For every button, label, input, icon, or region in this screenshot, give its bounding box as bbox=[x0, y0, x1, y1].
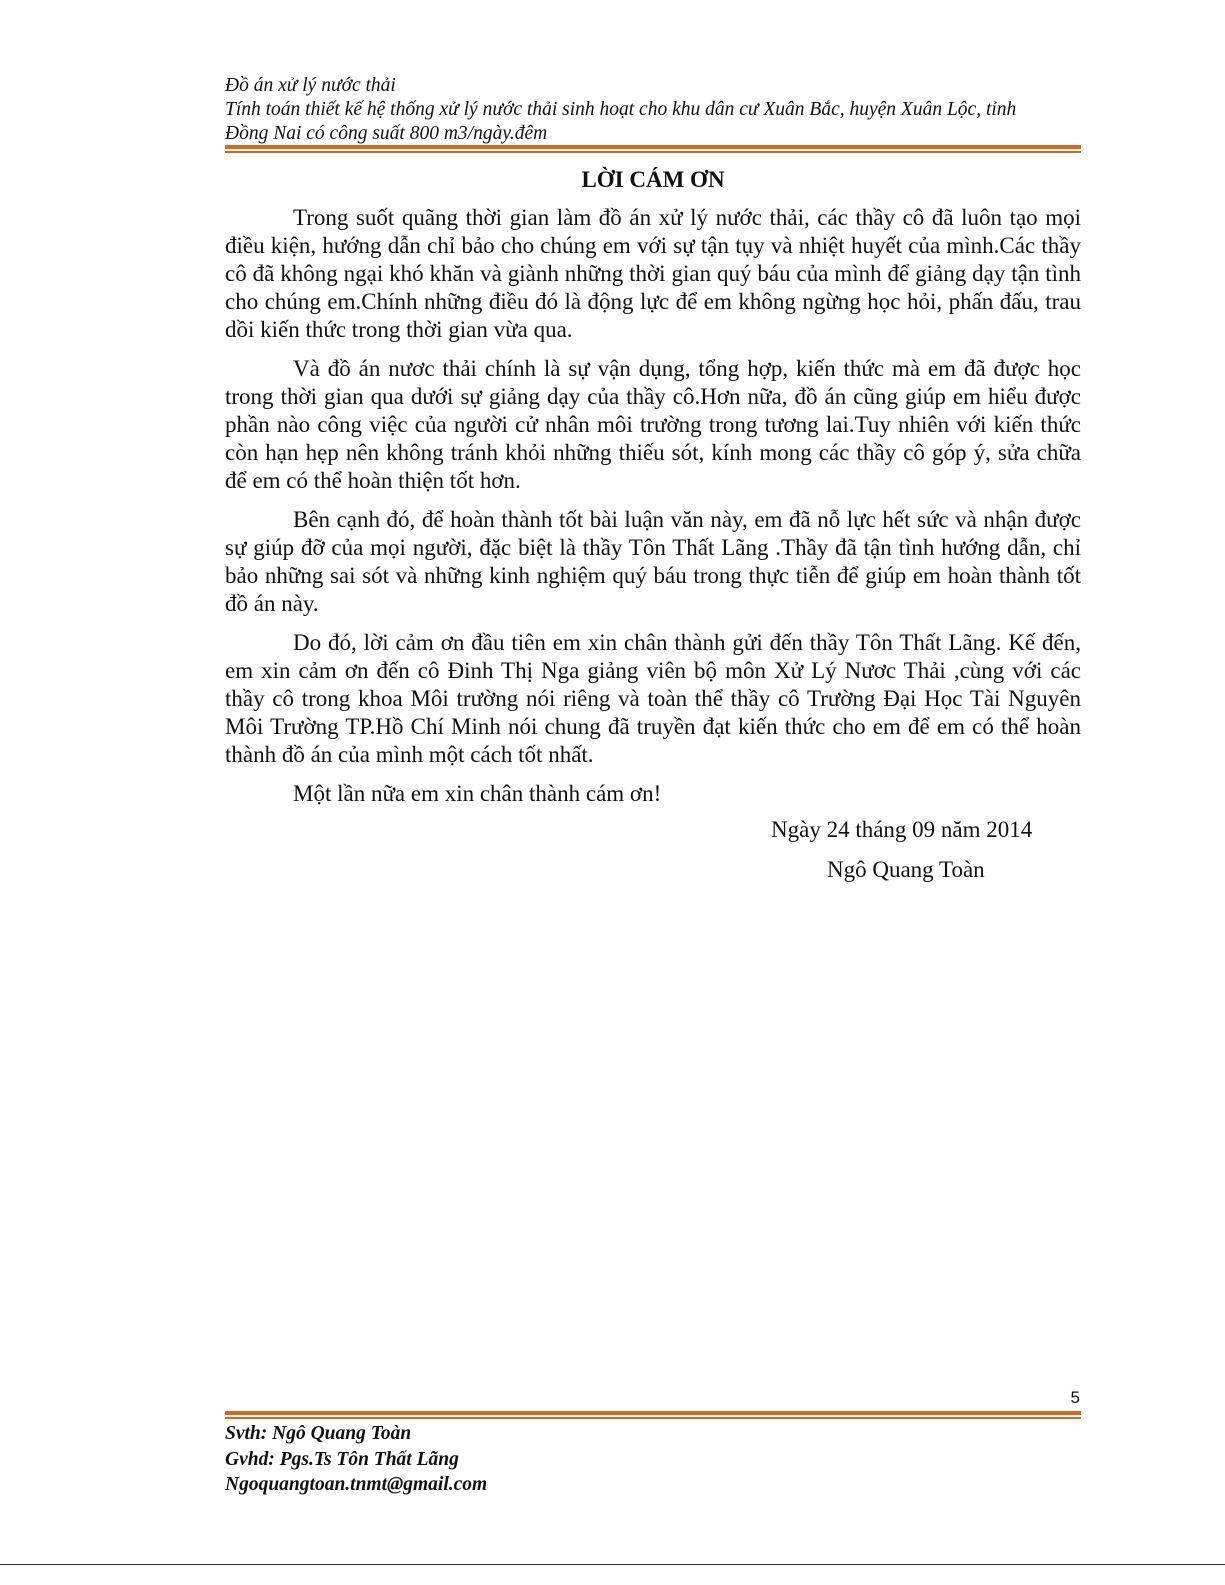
signature-date: Ngày 24 tháng 09 năm 2014 bbox=[771, 817, 1033, 842]
running-header bbox=[225, 74, 1085, 146]
paragraph-5: Một lần nữa em xin chân thành cám ơn! bbox=[293, 781, 662, 806]
paragraph-1: Trong suốt quãng thời gian làm đồ án xử lý nước thải, các thầy cô đã luôn tạo mọi điều kiện, hướng dẫn chỉ bảo cho chúng em với sự tận tụy và nhiệt huyết của mình.Các thầy cô đã không ngại khó khăn và giành những thời gian quý báu của mình để giảng dạy tận tình cho chúng em.Chính những điều đó là động lực để em không ngừng học hỏi, phấn đấu, trau dồi kiến thức trong thời gian vừa qua. bbox=[225, 205, 1081, 342]
footer-email: Ngoquangtoan.tnmt@gmail.com bbox=[225, 1474, 488, 1495]
paragraph-2: Và đồ án nươc thải chính là sự vận dụng, tổng hợp, kiến thức mà em đã được học trong thời gian qua dưới sự giảng dạy của thầy cô.Hơn nữa, đồ án cũng giúp em hiểu được phần nào công việc của người cử nhân môi trường trong tương lai.Tuy nhiên với kiến thức còn hạn hẹp nên không tránh khỏi những thiếu sót, kính mong các thầy cô góp ý, sửa chữa để em có thể hoàn thiện tốt hơn. bbox=[225, 356, 1081, 493]
paragraph-4: Do đó, lời cảm ơn đầu tiên em xin chân thành gửi đến thầy Tôn Thất Lãng. Kế đến, em xin cảm ơn đến cô Đinh Thị Nga giảng viên bộ môn Xử Lý Nươc Thải ,cùng với các thầy cô trong khoa Môi trường nói riêng và toàn thể thầy cô Trường Đại Học Tài Nguyên Môi Trường TP.Hồ Chí Minh nói chung đã truyền đạt kiến thức cho em để em có thể hoàn thành đồ án của mình một cách tốt nhất. bbox=[225, 630, 1081, 767]
header-project-title-line1: Tính toán thiết kế hệ thống xử lý nước thải sinh hoạt cho khu dân cư Xuân Bắc, huyện Xuân Lộc, tỉnh bbox=[225, 99, 1017, 120]
acknowledgement-body bbox=[225, 204, 1081, 819]
page-title: LỜI CÁM ƠN bbox=[581, 167, 725, 192]
running-footer bbox=[225, 1421, 487, 1498]
page-bottom-edge bbox=[0, 1564, 1225, 1565]
paragraph-3: Bên cạnh đó, để hoàn thành tốt bài luận văn này, em đã nỗ lực hết sức và nhận được sự giúp đỡ của mọi người, đặc biệt là thầy Tôn Thất Lãng .Thầy đã tận tình hướng dẫn, chỉ bảo những sai sót và những kinh nghiệm quý báu trong thực tiễn để giúp em hoàn thành tốt đồ án này. bbox=[225, 507, 1081, 616]
footer-student: Svth: Ngô Quang Toàn bbox=[225, 1423, 412, 1444]
header-project-title-line2: Đồng Nai có công suất 800 m3/ngày.đêm bbox=[225, 123, 548, 144]
header-divider bbox=[225, 145, 1081, 153]
footer-advisor: Gvhd: Pgs.Ts Tôn Thất Lãng bbox=[225, 1448, 459, 1470]
page-number: 5 bbox=[1070, 1388, 1080, 1407]
header-course-title: Đồ án xử lý nước thải bbox=[225, 75, 396, 96]
footer-divider bbox=[225, 1411, 1081, 1419]
signature-name: Ngô Quang Toàn bbox=[827, 857, 985, 882]
